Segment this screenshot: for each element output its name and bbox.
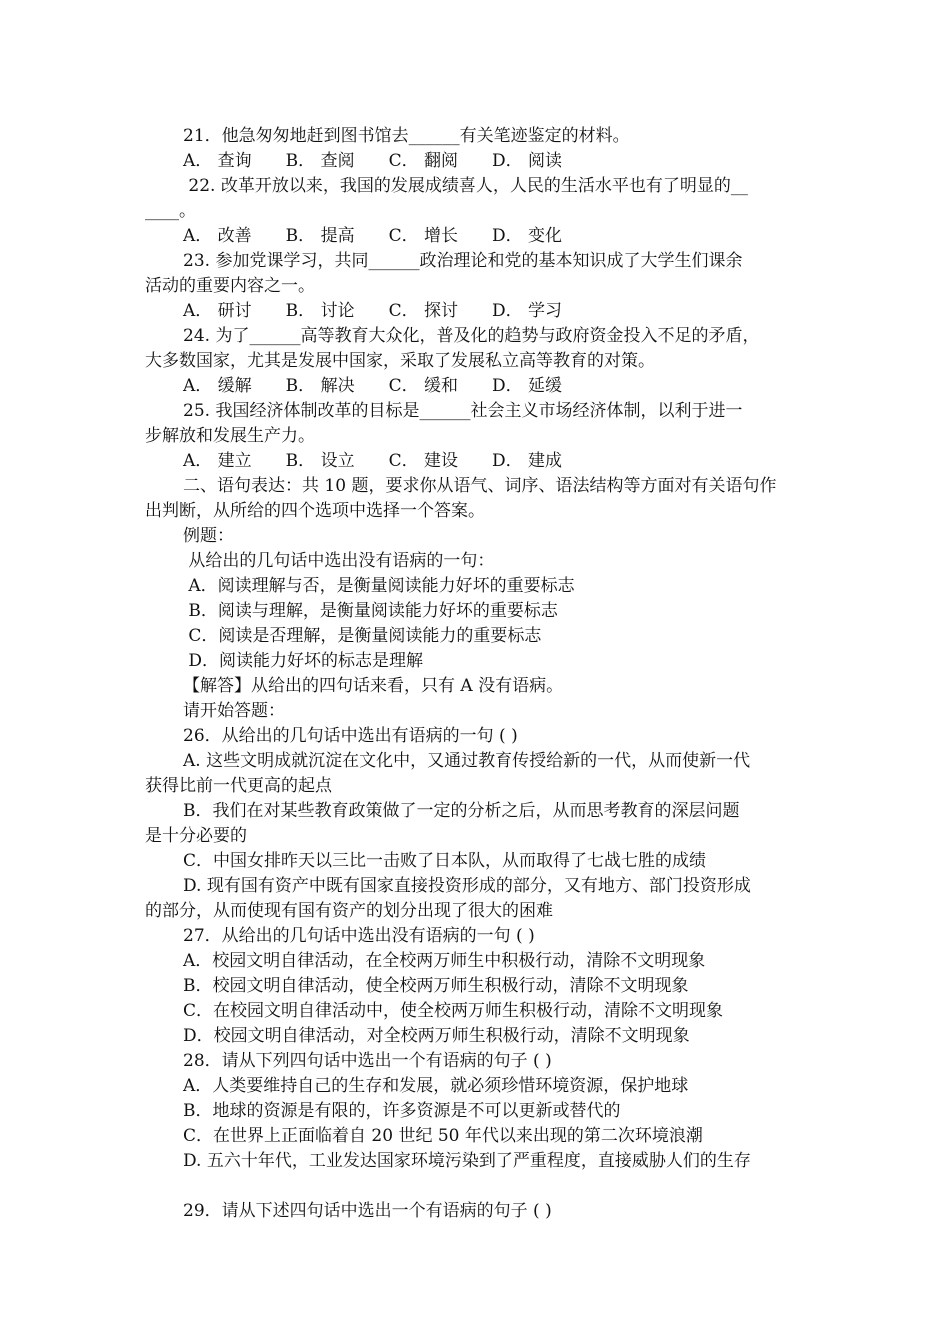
question-26-option-d: D. 现有国有资产中既有国家直接投资形成的部分，又有地方、部门投资形成 — [183, 876, 751, 896]
question-28-option-a: A．人类要维持自己的生存和发展，就必须珍惜环境资源，保护地球 — [183, 1076, 689, 1096]
question-26-option-c: C．中国女排昨天以三比一击败了日本队，从而取得了七战七胜的成绩 — [183, 851, 707, 871]
question-22-cont: ____。 — [145, 201, 196, 221]
question-26-option-b: B．我们在对某些教育政策做了一定的分析之后，从而思考教育的深层问题 — [183, 801, 740, 821]
question-23-cont: 活动的重要内容之一。 — [145, 276, 315, 296]
question-26-option-a: A. 这些文明成就沉淀在文化中，又通过教育传授给新的一代，从而使新一代 — [183, 751, 751, 771]
example-option-a: A．阅读理解与否，是衡量阅读能力好坏的重要标志 — [183, 576, 575, 596]
example-option-d: D．阅读能力好坏的标志是理解 — [183, 651, 424, 671]
question-26-option-a-cont: 获得比前一代更高的起点 — [145, 776, 332, 796]
question-27-option-c: C．在校园文明自律活动中，使全校两万师生积极行动，清除不文明现象 — [183, 1001, 724, 1021]
start-prompt: 请开始答题： — [183, 701, 285, 721]
question-27-option-d: D．校园文明自律活动，对全校两万师生积极行动，清除不文明现象 — [183, 1026, 690, 1046]
question-21: 21．他急匆匆地赶到图书馆去______有关笔迹鉴定的材料。 — [183, 126, 630, 146]
question-23-options: A． 研讨 B． 讨论 C． 探讨 D． 学习 — [183, 301, 563, 321]
question-24: 24. 为了______高等教育大众化，普及化的趋势与政府资金投入不足的矛盾， — [183, 326, 760, 346]
example-question: 从给出的几句话中选出没有语病的一句： — [183, 551, 495, 571]
question-28: 28．请从下列四句话中选出一个有语病的句子 ( ) — [183, 1051, 552, 1071]
example-option-b: B．阅读与理解，是衡量阅读能力好坏的重要标志 — [183, 601, 558, 621]
question-23: 23. 参加党课学习，共同______政治理论和党的基本知识成了大学生们课余 — [183, 251, 743, 271]
question-29: 29．请从下述四句话中选出一个有语病的句子 ( ) — [183, 1201, 552, 1221]
question-27: 27．从给出的几句话中选出没有语病的一句 ( ) — [183, 926, 535, 946]
question-22: 22. 改革开放以来，我国的发展成绩喜人，人民的生活水平也有了明显的__ — [183, 176, 748, 196]
section-two-heading: 二、语句表达：共 10 题，要求你从语气、词序、语法结构等方面对有关语句作 — [183, 476, 777, 496]
section-two-heading-cont: 出判断，从所给的四个选项中选择一个答案。 — [145, 501, 485, 521]
question-28-option-d: D. 五六十年代，工业发达国家环境污染到了严重程度，直接威胁人们的生存 — [183, 1151, 751, 1171]
question-21-options: A． 查询 B． 查阅 C． 翻阅 D． 阅读 — [183, 151, 563, 171]
question-24-options: A． 缓解 B． 解决 C． 缓和 D． 延缓 — [183, 376, 563, 396]
question-28-option-c: C．在世界上正面临着自 20 世纪 50 年代以来出现的第二次环境浪潮 — [183, 1126, 703, 1146]
question-25-cont: 步解放和发展生产力。 — [145, 426, 315, 446]
question-24-cont: 大多数国家，尤其是发展中国家，采取了发展私立高等教育的对策。 — [145, 351, 655, 371]
question-27-option-b: B．校园文明自律活动，使全校两万师生积极行动，清除不文明现象 — [183, 976, 689, 996]
question-25: 25. 我国经济体制改革的目标是______社会主义市场经济体制，以利于进一 — [183, 401, 743, 421]
example-option-c: C．阅读是否理解，是衡量阅读能力的重要标志 — [183, 626, 542, 646]
question-26-option-b-cont: 是十分必要的 — [145, 826, 247, 846]
question-22-options: A． 改善 B． 提高 C． 增长 D． 变化 — [183, 226, 563, 246]
question-26: 26．从给出的几句话中选出有语病的一句 ( ) — [183, 726, 518, 746]
question-28-option-b: B．地球的资源是有限的，许多资源是不可以更新或替代的 — [183, 1101, 621, 1121]
question-26-option-d-cont: 的部分，从而使现有国有资产的划分出现了很大的困难 — [145, 901, 553, 921]
question-27-option-a: A．校园文明自律活动，在全校两万师生中积极行动，清除不文明现象 — [183, 951, 706, 971]
question-25-options: A． 建立 B． 设立 C． 建设 D． 建成 — [183, 451, 563, 471]
example-label: 例题： — [183, 526, 234, 546]
example-answer: 【解答】从给出的四句话来看，只有 A 没有语病。 — [183, 676, 564, 696]
